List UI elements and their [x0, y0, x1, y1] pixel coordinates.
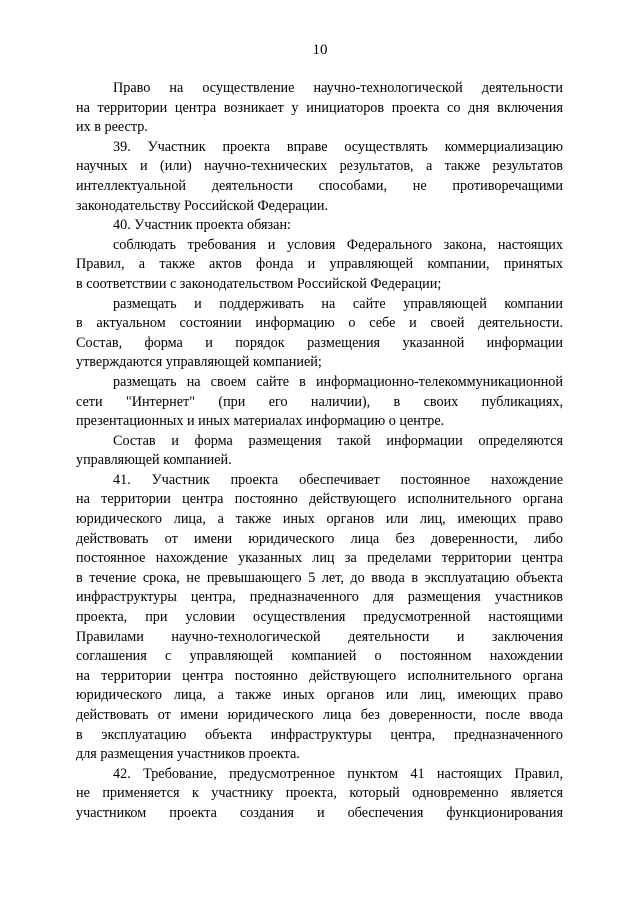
text-line: юридического лица, а также иных органов или лиц, имеющих право	[76, 687, 563, 704]
text-line: на территории центра постоянно действующего исполнительного органа	[76, 667, 563, 684]
text-line: проекта, при условии осуществления предусмотренной настоящими	[76, 609, 563, 626]
text-line: их в реестр.	[76, 119, 148, 136]
text-line: законодательству Российской Федерации.	[76, 197, 329, 214]
text-line: участником проекта создания и обеспечения функционирования	[76, 804, 563, 821]
paragraph	[76, 373, 563, 432]
text-line: 42. Требование, предусмотренное пунктом 41 настоящих Правил,	[113, 765, 563, 782]
text-line: в течение срока, не превышающего 5 лет, до ввода в эксплуатацию объекта	[76, 569, 563, 586]
text-line: размещать на своем сайте в информационно-телекоммуникационной	[113, 373, 563, 390]
text-line: Правилами научно-технологической деятельности и заключения	[76, 628, 563, 645]
paragraph	[76, 138, 563, 216]
paragraph	[76, 295, 563, 373]
text-line: не применяется к участнику проекта, который одновременно является	[76, 785, 563, 802]
text-line: действовать от имени юридического лица без доверенности, после ввода	[76, 707, 563, 723]
text-line: 41. Участник проекта обеспечивает постоянное нахождение	[113, 471, 563, 488]
paragraph	[76, 216, 563, 236]
paragraph	[76, 236, 563, 295]
text-line: Право на осуществление научно-технологической деятельности	[113, 80, 563, 96]
text-line: инфраструктуры центра, предназначенного для размещения участников	[76, 589, 563, 606]
text-line: Состав и форма размещения такой информации определяются	[113, 432, 563, 449]
text-line: утверждаются управляющей компанией;	[76, 354, 322, 371]
text-line: на территории центра постоянно действующего исполнительного органа	[76, 491, 563, 508]
text-line: в эксплуатацию объекта инфраструктуры центра, предназначенного	[76, 726, 563, 743]
text-line: Правил, а также актов фонда и управляющей компании, принятых	[76, 256, 563, 273]
text-line: в актуальном состоянии информацию о себе и своей деятельности.	[76, 315, 563, 332]
text-line: соблюдать требования и условия Федерального закона, настоящих	[113, 236, 563, 253]
text-line: соглашения с управляющей компанией о постоянном нахождении	[76, 648, 563, 665]
text-line: в соответствии с законодательством Российской Федерации;	[76, 275, 442, 292]
paragraph	[76, 432, 563, 471]
paragraph	[76, 471, 563, 765]
text-line: постоянное нахождение указанных лиц за пределами территории центра	[76, 550, 563, 567]
paragraph	[76, 765, 563, 824]
text-line: юридического лица, а также иных органов или лиц, имеющих право	[76, 511, 563, 528]
text-line: управляющей компанией.	[76, 452, 232, 469]
text-line: для размещения участников проекта.	[76, 746, 300, 763]
text-line: презентационных и иных материалах информацию о центре.	[76, 413, 445, 430]
text-line: 39. Участник проекта вправе осуществлять коммерциализацию	[113, 138, 563, 155]
text-line: на территории центра возникает у инициаторов проекта со дня включения	[76, 99, 563, 116]
document-body	[76, 79, 563, 824]
text-line: Состав, форма и порядок размещения указанной информации	[76, 334, 563, 351]
text-line: научных и (или) научно-технических результатов, а также результатов	[76, 158, 563, 175]
text-line: сети "Интернет" (при его наличии), в своих публикациях,	[76, 393, 563, 410]
paragraph	[76, 79, 563, 138]
text-line: размещать и поддерживать на сайте управляющей компании	[113, 295, 563, 312]
text-line: действовать от имени юридического лица без доверенности, либо	[76, 530, 563, 547]
text-line: интеллектуальной деятельности способами, не противоречащими	[76, 177, 563, 194]
page-number: 10	[312, 42, 328, 58]
text-line: 40. Участник проекта обязан:	[113, 217, 291, 234]
